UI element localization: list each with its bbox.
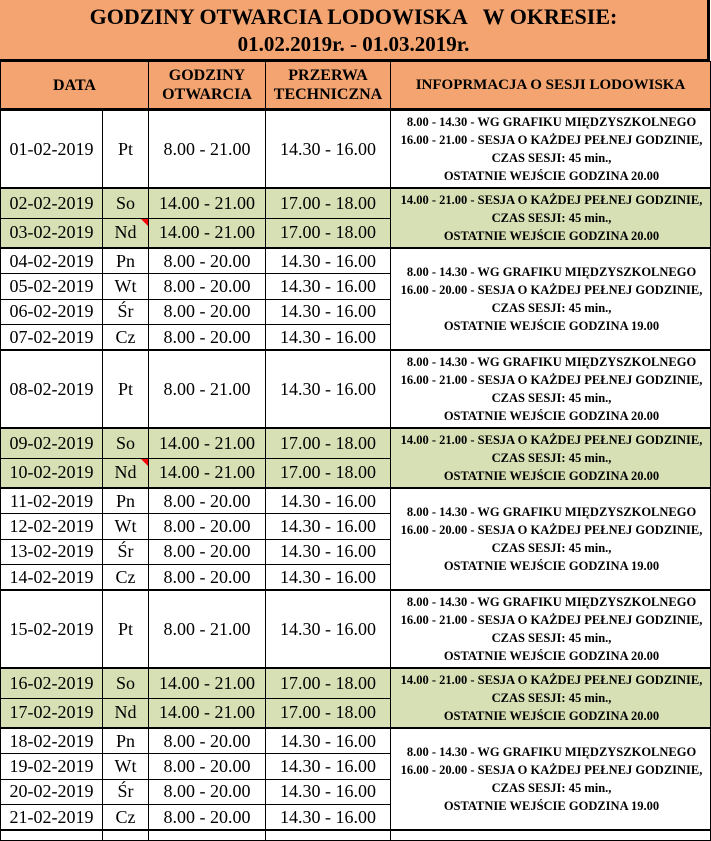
session-info-cell	[391, 428, 711, 488]
date-cell: 21-02-2019	[1, 805, 103, 831]
session-info-line: OSTATNIE WEJŚCIE GODZINA 20.00	[443, 229, 660, 243]
session-info-line: CZAS SESJI: 45 min.,	[491, 631, 612, 645]
opening-hours-cell: 8.00 - 20.00	[149, 565, 266, 591]
session-info-cell	[391, 488, 711, 590]
session-info-cell	[391, 728, 711, 830]
technical-break-cell: 14.30 - 16.00	[266, 565, 391, 591]
col-header-hours	[149, 62, 266, 110]
opening-hours-cell: 8.00 - 21.00	[149, 590, 266, 668]
technical-break-cell: 14.30 - 16.00	[266, 299, 391, 325]
session-info-cell	[391, 590, 711, 668]
opening-hours-cell: 8.00 - 20.00	[149, 248, 266, 274]
schedule-row	[1, 728, 711, 754]
day-cell: Śr	[103, 539, 149, 565]
technical-break-cell: 17.00 - 18.00	[266, 668, 391, 698]
session-info-line: 8.00 - 14.30 - WG GRAFIKU MIĘDZYSZKOLNEGO	[406, 115, 697, 129]
schedule-row	[1, 110, 711, 189]
partial-row-cell	[391, 830, 711, 840]
date-cell: 02-02-2019	[1, 188, 103, 218]
day-cell: Cz	[103, 325, 149, 351]
session-info-line: 16.00 - 21.00 - SESJA O KAŻDEJ PEŁNEJ GODZINIE,	[400, 373, 703, 387]
header-row	[1, 62, 711, 110]
opening-hours-cell: 8.00 - 20.00	[149, 728, 266, 754]
session-info-line: 8.00 - 14.30 - WG GRAFIKU MIĘDZYSZKOLNEGO	[406, 745, 697, 759]
date-cell: 20-02-2019	[1, 779, 103, 805]
session-info-line: 8.00 - 14.30 - WG GRAFIKU MIĘDZYSZKOLNEGO	[406, 595, 697, 609]
date-cell: 07-02-2019	[1, 325, 103, 351]
technical-break-cell: 14.30 - 16.00	[266, 805, 391, 831]
technical-break-cell: 14.30 - 16.00	[266, 590, 391, 668]
comment-marker-icon	[141, 219, 148, 226]
schedule-row	[1, 428, 711, 458]
session-info-line: OSTATNIE WEJŚCIE GODZINA 19.00	[443, 799, 660, 813]
session-info-line: 8.00 - 14.30 - WG GRAFIKU MIĘDZYSZKOLNEGO	[406, 505, 697, 519]
session-info-line: CZAS SESJI: 45 min.,	[491, 541, 612, 555]
day-cell: Śr	[103, 299, 149, 325]
schedule-row	[1, 350, 711, 428]
session-info-line: 16.00 - 20.00 - SESJA O KAŻDEJ PEŁNEJ GODZINIE,	[400, 283, 703, 297]
opening-hours-cell: 8.00 - 20.00	[149, 299, 266, 325]
session-info-cell	[391, 110, 711, 189]
opening-hours-cell: 8.00 - 21.00	[149, 110, 266, 189]
session-info-line: CZAS SESJI: 45 min.,	[491, 151, 612, 165]
session-info-line: CZAS SESJI: 45 min.,	[491, 451, 612, 465]
day-cell: Wt	[103, 514, 149, 540]
session-info-cell	[391, 350, 711, 428]
opening-hours-cell: 14.00 - 21.00	[149, 188, 266, 218]
date-cell: 01-02-2019	[1, 110, 103, 189]
date-cell: 14-02-2019	[1, 565, 103, 591]
date-cell: 11-02-2019	[1, 488, 103, 514]
date-cell: 03-02-2019	[1, 218, 103, 248]
day-cell: Pn	[103, 248, 149, 274]
col-header-data: DATA	[1, 62, 149, 110]
date-cell: 04-02-2019	[1, 248, 103, 274]
day-cell: Wt	[103, 754, 149, 780]
partial-row	[1, 830, 711, 840]
schedule-row	[1, 248, 711, 274]
session-info-line: 16.00 - 20.00 - SESJA O KAŻDEJ PEŁNEJ GODZINIE,	[400, 523, 703, 537]
day-cell: Pt	[103, 590, 149, 668]
session-info-line: 8.00 - 14.30 - WG GRAFIKU MIĘDZYSZKOLNEGO	[406, 355, 697, 369]
date-cell: 12-02-2019	[1, 514, 103, 540]
technical-break-cell: 14.30 - 16.00	[266, 754, 391, 780]
opening-hours-cell: 14.00 - 21.00	[149, 458, 266, 488]
opening-hours-cell: 8.00 - 20.00	[149, 325, 266, 351]
title-line-2: 01.02.2019r. - 01.03.2019r.	[237, 32, 470, 56]
session-info-line: CZAS SESJI: 45 min.,	[491, 391, 612, 405]
opening-hours-cell: 8.00 - 20.00	[149, 539, 266, 565]
session-info-line: OSTATNIE WEJŚCIE GODZINA 20.00	[443, 169, 660, 183]
day-cell: So	[103, 428, 149, 458]
opening-hours-cell: 8.00 - 21.00	[149, 350, 266, 428]
opening-hours-cell: 8.00 - 20.00	[149, 805, 266, 831]
technical-break-cell: 14.30 - 16.00	[266, 488, 391, 514]
day-cell: Nd	[103, 458, 149, 488]
day-cell: Nd	[103, 218, 149, 248]
technical-break-cell: 17.00 - 18.00	[266, 428, 391, 458]
technical-break-cell: 14.30 - 16.00	[266, 539, 391, 565]
session-info-line: 14.00 - 21.00 - SESJA O KAŻDEJ PEŁNEJ GODZINIE,	[400, 433, 703, 447]
session-info-line: CZAS SESJI: 45 min.,	[491, 301, 612, 315]
schedule-table	[0, 61, 711, 841]
col-header-break-line2: TECHNICZNA	[273, 86, 383, 103]
day-cell: So	[103, 188, 149, 218]
technical-break-cell: 17.00 - 18.00	[266, 458, 391, 488]
col-header-break-line1: PRZERWA	[288, 67, 368, 84]
session-info-line: CZAS SESJI: 45 min.,	[491, 691, 612, 705]
comment-marker-icon	[141, 459, 148, 466]
day-cell: Śr	[103, 779, 149, 805]
day-cell: So	[103, 668, 149, 698]
opening-hours-cell: 8.00 - 20.00	[149, 488, 266, 514]
session-info-line: OSTATNIE WEJŚCIE GODZINA 20.00	[443, 709, 660, 723]
session-info-cell	[391, 188, 711, 248]
technical-break-cell: 14.30 - 16.00	[266, 325, 391, 351]
technical-break-cell: 14.30 - 16.00	[266, 350, 391, 428]
day-cell: Pn	[103, 488, 149, 514]
day-cell: Pt	[103, 110, 149, 189]
day-cell: Nd	[103, 698, 149, 728]
date-cell: 06-02-2019	[1, 299, 103, 325]
col-header-info: INFOPRMACJA O SESJI LODOWISKA	[391, 62, 711, 110]
date-cell: 13-02-2019	[1, 539, 103, 565]
schedule-body	[1, 110, 711, 841]
opening-hours-cell: 14.00 - 21.00	[149, 698, 266, 728]
schedule-row	[1, 188, 711, 218]
col-header-break	[266, 62, 391, 110]
date-cell: 19-02-2019	[1, 754, 103, 780]
date-cell: 16-02-2019	[1, 668, 103, 698]
date-cell: 10-02-2019	[1, 458, 103, 488]
technical-break-cell: 17.00 - 18.00	[266, 188, 391, 218]
session-info-line: OSTATNIE WEJŚCIE GODZINA 20.00	[443, 469, 660, 483]
date-cell: 15-02-2019	[1, 590, 103, 668]
session-info-line: CZAS SESJI: 45 min.,	[491, 781, 612, 795]
day-cell: Pt	[103, 350, 149, 428]
technical-break-cell: 14.30 - 16.00	[266, 514, 391, 540]
session-info-line: OSTATNIE WEJŚCIE GODZINA 20.00	[443, 409, 660, 423]
date-cell: 05-02-2019	[1, 274, 103, 300]
date-cell: 18-02-2019	[1, 728, 103, 754]
opening-hours-cell: 14.00 - 21.00	[149, 668, 266, 698]
session-info-cell	[391, 668, 711, 728]
day-cell: Pn	[103, 728, 149, 754]
opening-hours-cell: 8.00 - 20.00	[149, 274, 266, 300]
opening-hours-cell: 14.00 - 21.00	[149, 218, 266, 248]
title-line-1: GODZINY OTWARCIA LODOWISKA W OKRESIE:	[89, 4, 618, 29]
schedule-row	[1, 488, 711, 514]
session-info-line: OSTATNIE WEJŚCIE GODZINA 19.00	[443, 319, 660, 333]
opening-hours-cell: 14.00 - 21.00	[149, 428, 266, 458]
date-cell: 09-02-2019	[1, 428, 103, 458]
technical-break-cell: 17.00 - 18.00	[266, 698, 391, 728]
day-cell: Wt	[103, 274, 149, 300]
session-info-line: OSTATNIE WEJŚCIE GODZINA 19.00	[443, 559, 660, 573]
date-cell: 08-02-2019	[1, 350, 103, 428]
opening-hours-cell: 8.00 - 20.00	[149, 754, 266, 780]
partial-row-cell	[266, 830, 391, 840]
session-info-line: 16.00 - 21.00 - SESJA O KAŻDEJ PEŁNEJ GODZINIE,	[400, 613, 703, 627]
session-info-cell	[391, 248, 711, 350]
session-info-line: CZAS SESJI: 45 min.,	[491, 211, 612, 225]
technical-break-cell: 14.30 - 16.00	[266, 274, 391, 300]
day-cell: Cz	[103, 805, 149, 831]
session-info-line: 16.00 - 21.00 - SESJA O KAŻDEJ PEŁNEJ GODZINIE,	[400, 133, 703, 147]
technical-break-cell: 14.30 - 16.00	[266, 728, 391, 754]
schedule-row	[1, 590, 711, 668]
session-info-line: OSTATNIE WEJŚCIE GODZINA 20.00	[443, 649, 660, 663]
technical-break-cell: 14.30 - 16.00	[266, 110, 391, 189]
col-header-hours-line1: GODZINY	[168, 67, 246, 84]
technical-break-cell: 14.30 - 16.00	[266, 779, 391, 805]
partial-row-cell	[103, 830, 149, 840]
schedule-row	[1, 668, 711, 698]
partial-row-cell	[149, 830, 266, 840]
technical-break-cell: 17.00 - 18.00	[266, 218, 391, 248]
session-info-line: 16.00 - 20.00 - SESJA O KAŻDEJ PEŁNEJ GODZINIE,	[400, 763, 703, 777]
technical-break-cell: 14.30 - 16.00	[266, 248, 391, 274]
partial-row-cell	[1, 830, 103, 840]
date-cell: 17-02-2019	[1, 698, 103, 728]
session-info-line: 14.00 - 21.00 - SESJA O KAŻDEJ PEŁNEJ GODZINIE,	[400, 673, 703, 687]
session-info-line: 8.00 - 14.30 - WG GRAFIKU MIĘDZYSZKOLNEGO	[406, 265, 697, 279]
opening-hours-cell: 8.00 - 20.00	[149, 779, 266, 805]
day-cell: Cz	[103, 565, 149, 591]
session-info-line: 14.00 - 21.00 - SESJA O KAŻDEJ PEŁNEJ GODZINIE,	[400, 193, 703, 207]
col-header-hours-line2: OTWARCIA	[162, 86, 252, 103]
opening-hours-cell: 8.00 - 20.00	[149, 514, 266, 540]
table-title	[0, 0, 710, 61]
